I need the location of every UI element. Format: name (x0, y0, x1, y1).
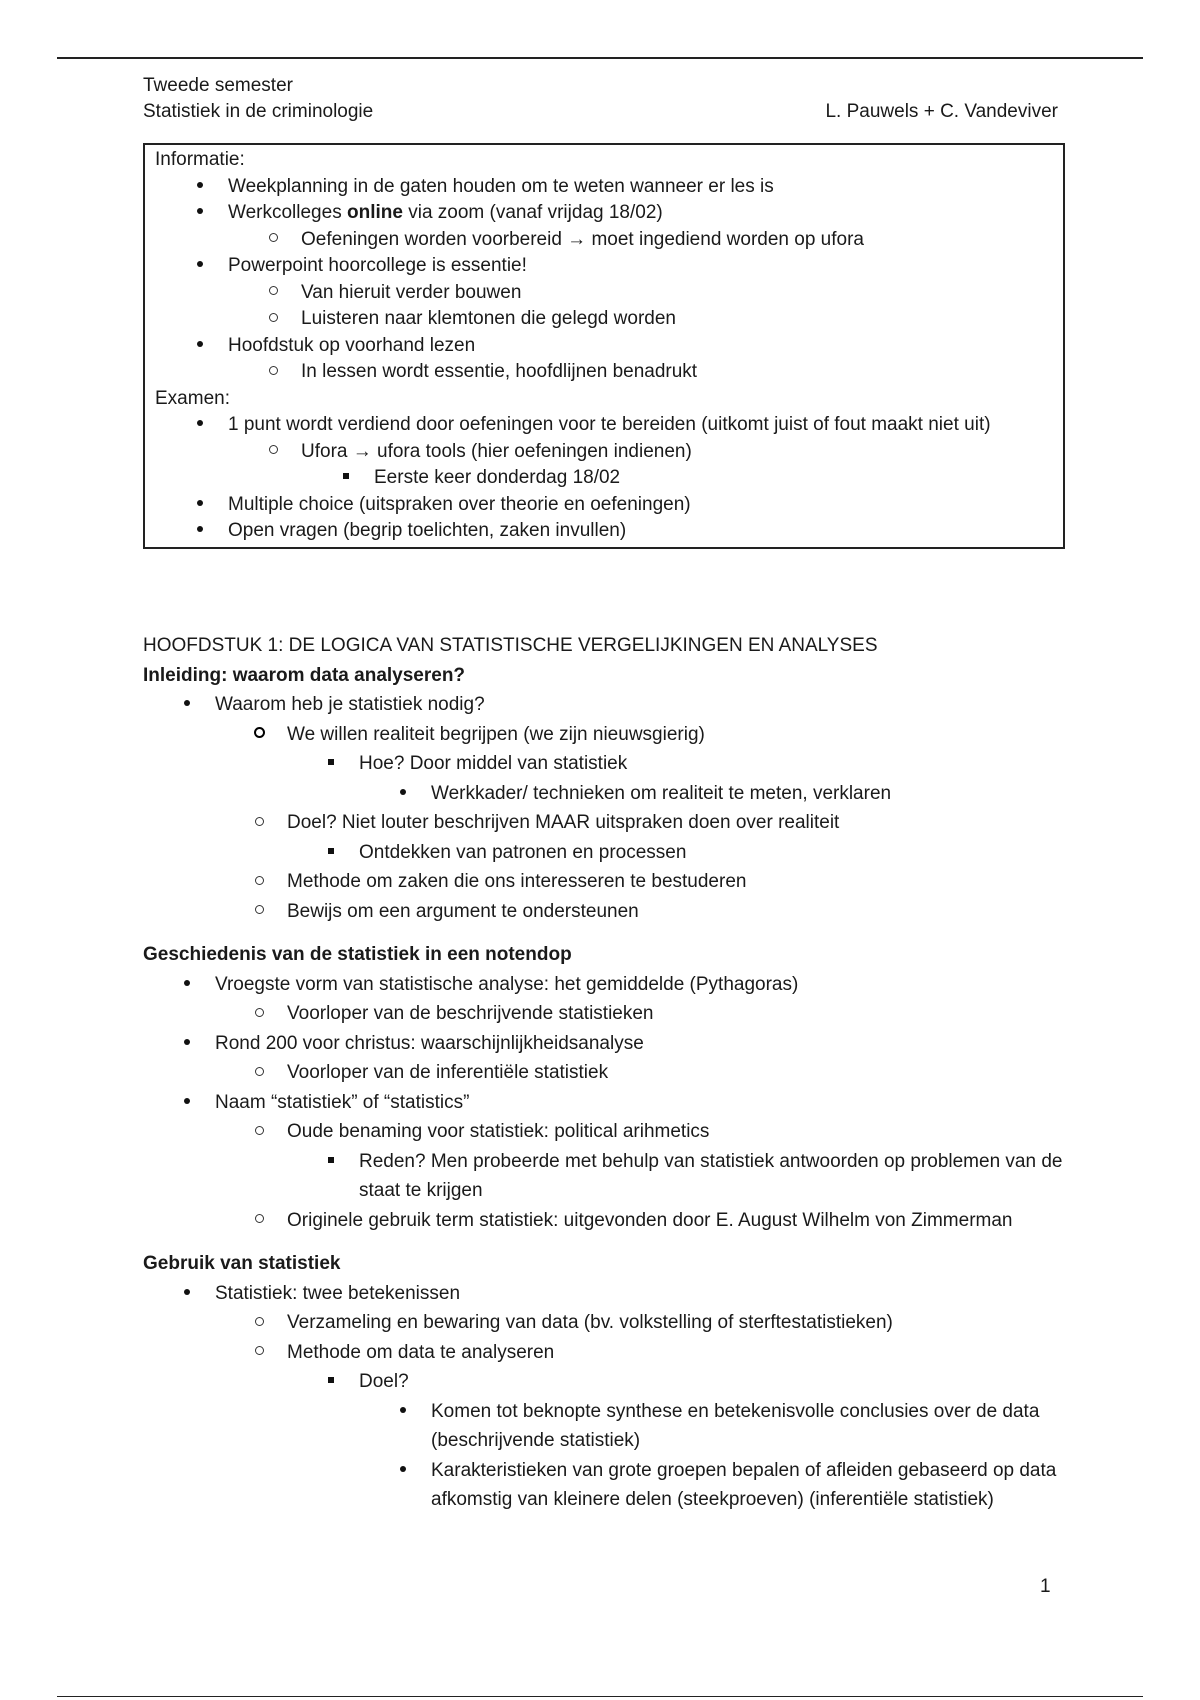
list-item: Oefeningen worden voorbereid → moet ingediend worden op ufora (155, 227, 1055, 254)
list-item: Oude benaming voor statistiek: political arihmetics (143, 1117, 1083, 1147)
circle-bullet-icon (249, 1206, 269, 1236)
circle-bullet-icon (263, 280, 283, 307)
list-item: Ufora → ufora tools (hier oefeningen indienen) (155, 439, 1055, 466)
circle-bullet-icon (263, 306, 283, 333)
square-bullet-icon (321, 749, 341, 779)
exam-heading: Examen: (155, 387, 230, 409)
square-bullet-icon (321, 838, 341, 868)
bullet-icon (177, 1088, 197, 1118)
list-item: Open vragen (begrip toelichten, zaken invullen) (155, 518, 1055, 545)
square-bullet-icon (321, 1147, 341, 1177)
list-item: Luisteren naar klemtonen die gelegd worden (155, 306, 1055, 333)
list-item: Rond 200 voor christus: waarschijnlijkheidsanalyse (143, 1029, 1083, 1059)
list-item: Powerpoint hoorcollege is essentie! (155, 253, 1055, 280)
circle-bullet-icon (249, 1058, 269, 1088)
list-item: We willen realiteit begrijpen (we zijn nieuwsgierig) (143, 720, 1083, 750)
section-title: Geschiedenis van de statistiek in een notendop (143, 944, 572, 965)
header-semester: Tweede semester (143, 75, 293, 96)
list-item: Methode om zaken die ons interesseren te bestuderen (143, 867, 1083, 897)
circle-bullet-icon (263, 359, 283, 386)
header-course: Statistiek in de criminologie (143, 101, 374, 122)
list-item: Karakteristieken van grote groepen bepalen of afleiden gebaseerd op data afkomstig van kleinere delen (steekproeven) (inferentiële statistiek) (143, 1456, 1083, 1515)
list-item: Werkcolleges online via zoom (vanaf vrijdag 18/02) (155, 200, 1055, 227)
list-item: Multiple choice (uitspraken over theorie en oefeningen) (155, 492, 1055, 519)
list-item: Statistiek: twee betekenissen (143, 1279, 1083, 1309)
info-box (143, 143, 1065, 549)
bullet-icon (177, 690, 197, 720)
circle-bullet-icon (249, 1308, 269, 1338)
list-item: Weekplanning in de gaten houden om te weten wanneer er les is (155, 174, 1055, 201)
bullet-icon (190, 174, 210, 201)
bullet-icon (177, 1029, 197, 1059)
top-rule (57, 57, 1143, 59)
bullet-icon (190, 518, 210, 545)
list-item: Eerste keer donderdag 18/02 (155, 465, 1055, 492)
bullet-icon (393, 1397, 413, 1427)
list-item: Voorloper van de beschrijvende statistieken (143, 999, 1083, 1029)
circle-bullet-icon (249, 1117, 269, 1147)
circle-bullet-icon (263, 439, 283, 466)
list-item: Methode om data te analyseren (143, 1338, 1083, 1368)
bullet-icon (177, 970, 197, 1000)
list-item: In lessen wordt essentie, hoofdlijnen benadrukt (155, 359, 1055, 386)
page-header (143, 73, 1058, 125)
list-item: Verzameling en bewaring van data (bv. volkstelling of sterftestatistieken) (143, 1308, 1083, 1338)
list-item: Ontdekken van patronen en processen (143, 838, 1083, 868)
info-heading: Informatie: (155, 149, 245, 170)
bold-text: online (346, 202, 403, 223)
bottom-rule (57, 1696, 1143, 1697)
list-item: Reden? Men probeerde met behulp van statistiek antwoorden op problemen van de staat te krijgen (143, 1147, 1083, 1206)
page-number: 1 (1040, 1576, 1051, 1597)
list-item: Komen tot beknopte synthese en betekenisvolle conclusies over de data (beschrijvende statistiek) (143, 1397, 1083, 1456)
list-item: Voorloper van de inferentiële statistiek (143, 1058, 1083, 1088)
list-item: Doel? (143, 1367, 1083, 1397)
chapter-title: HOOFDSTUK 1: DE LOGICA VAN STATISTISCHE VERGELIJKINGEN EN ANALYSES (143, 635, 878, 656)
circle-bullet-icon (249, 1338, 269, 1368)
list-item: Werkkader/ technieken om realiteit te meten, verklaren (143, 779, 1083, 809)
circle-bullet-icon (249, 720, 269, 750)
bullet-icon (190, 200, 210, 227)
bullet-icon (190, 333, 210, 360)
list-item: Naam “statistiek” of “statistics” (143, 1088, 1083, 1118)
list-item: Vroegste vorm van statistische analyse: het gemiddelde (Pythagoras) (143, 970, 1083, 1000)
square-bullet-icon (336, 465, 356, 492)
list-item: Waarom heb je statistiek nodig? (143, 690, 1083, 720)
section-title: Inleiding: waarom data analyseren? (143, 664, 466, 686)
circle-bullet-icon (249, 897, 269, 927)
list-item: Hoofdstuk op voorhand lezen (155, 333, 1055, 360)
bullet-icon (393, 1456, 413, 1486)
chapter-content (143, 631, 1083, 1515)
list-item: Bewijs om een argument te ondersteunen (143, 897, 1083, 927)
bullet-icon (177, 1279, 197, 1309)
square-bullet-icon (321, 1367, 341, 1397)
list-item: Van hieruit verder bouwen (155, 280, 1055, 307)
circle-bullet-icon (249, 808, 269, 838)
bullet-icon (190, 253, 210, 280)
list-item: 1 punt wordt verdiend door oefeningen voor te bereiden (uitkomt juist of fout maakt niet uit) (155, 412, 1055, 439)
bullet-icon (393, 779, 413, 809)
bullet-icon (190, 492, 210, 519)
circle-bullet-icon (249, 867, 269, 897)
list-item: Hoe? Door middel van statistiek (143, 749, 1083, 779)
section-title: Gebruik van statistiek (143, 1253, 341, 1274)
header-authors: L. Pauwels + C. Vandeviver (825, 101, 1058, 122)
list-item: Originele gebruik term statistiek: uitgevonden door E. August Wilhelm von Zimmerman (143, 1206, 1083, 1236)
list-item: Doel? Niet louter beschrijven MAAR uitspraken doen over realiteit (143, 808, 1083, 838)
circle-bullet-icon (263, 227, 283, 254)
bullet-icon (190, 412, 210, 439)
circle-bullet-icon (249, 999, 269, 1029)
